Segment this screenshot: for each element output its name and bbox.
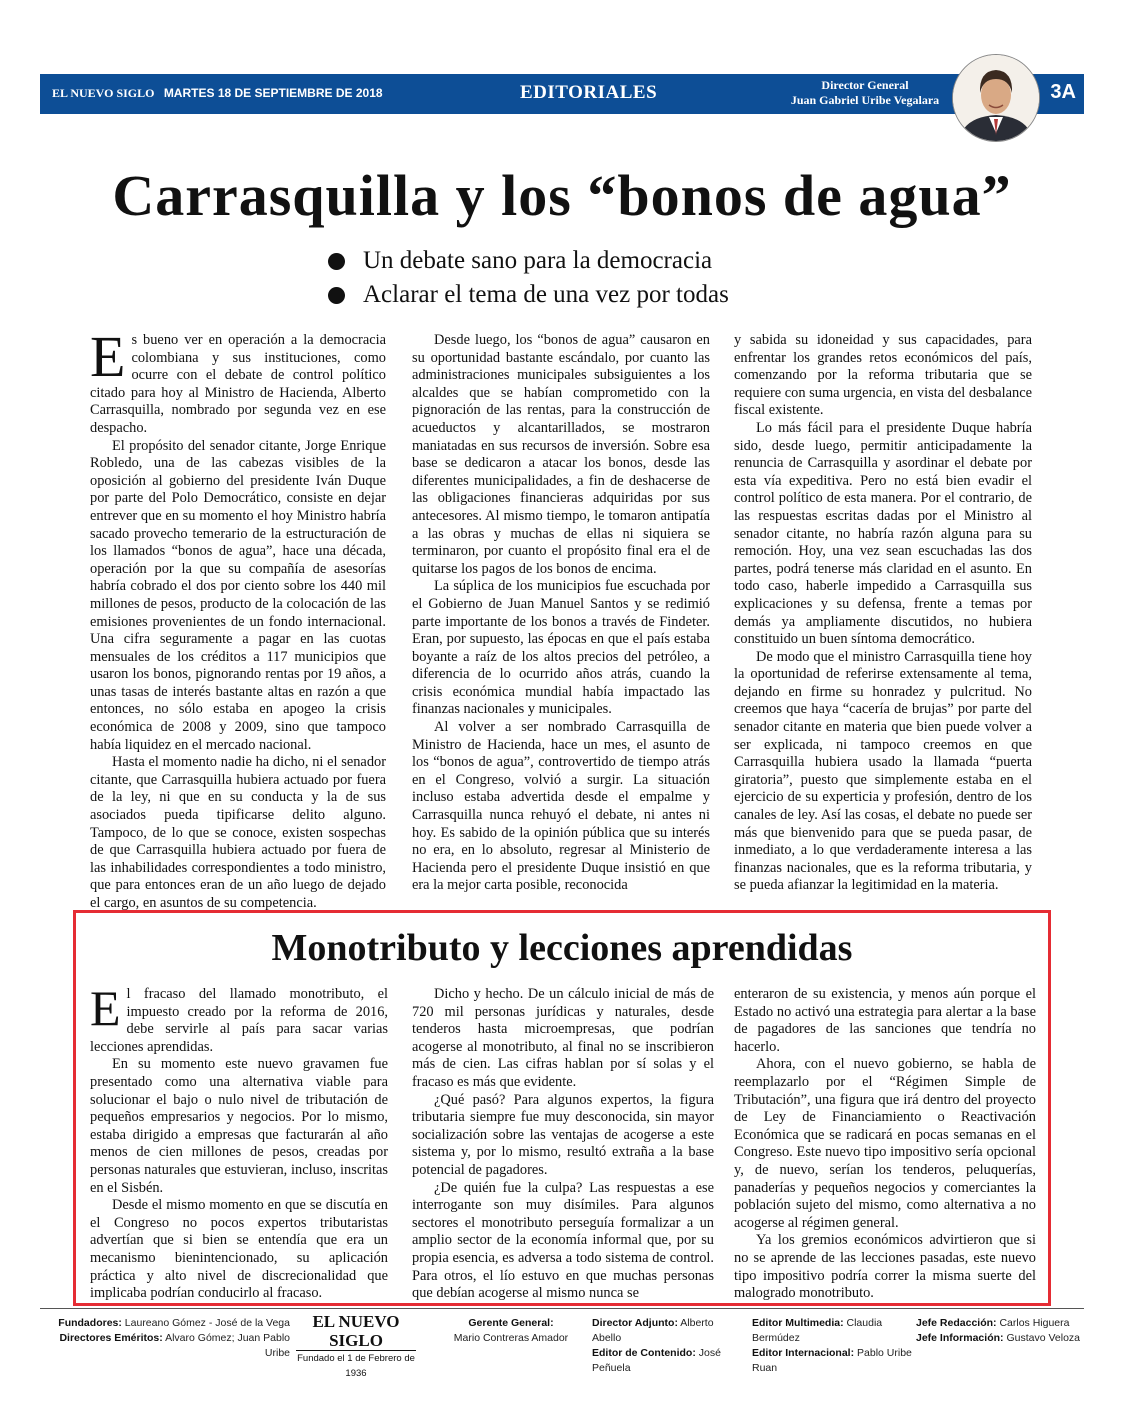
content-name: José Peñuela — [592, 1347, 721, 1374]
header-date: MARTES 18 DE SEPTIEMBRE DE 2018 — [163, 86, 383, 100]
paragraph-text: l fracaso del llamado monotributo, el impuesto creado por la reforma de 2016, debe servirle al país para sacar varias lecciones aprendidas. — [90, 986, 388, 1055]
paragraph: Dicho y hecho. De un cálculo inicial de más de 720 mil personas jurídicas y naturales, desde tenderos hasta microempresas, que podrían acogerse al monotributo, al final no se inscribieron más de cien. Las cifras hablan por sí solas y el fracaso es más que evidente. — [412, 986, 714, 1090]
paragraph — [90, 324, 386, 438]
editorial-column-1 — [90, 324, 386, 913]
intl-label: Editor Internacional: — [752, 1347, 855, 1359]
paragraph: El propósito del senador citante, Jorge Enrique Robledo, una de las cabezas visibles de la oposición al gobierno del presidente Iván Duque por parte del Polo Democrático, consiste en dejar entrever que en su momento el hoy Ministro habría sacado provecho temerario de la estructuración de los llamados “bonos de agua”, hace una década, operación por la que su compañía de asesorías habría cobrado el dos por ciento sobre los 440 mil millones de pesos, producto de la colocación de las emisiones provenientes de un fondo internacional. Una cifra seguramente a pagar en las cuotas mensuales de los créditos a 117 municipios que usaron los bonos, pignorando rentas por 19 años, a unas tasas de interés bastante altas en razón a que entonces, no sólo estaba en apogeo la crisis económica de 2008 y 2009, sino que tampoco había liquidez en el mercado nacional. — [90, 437, 386, 753]
multi-label: Editor Multimedia: — [752, 1317, 844, 1329]
box-headline: Monotributo y lecciones aprendidas — [271, 927, 853, 969]
header-brand-date — [52, 86, 383, 101]
box-column-1 — [90, 980, 388, 1303]
paragraph: Lo más fácil para el presidente Duque habría sido, desde luego, permitir anticipadamente la renuncia de Carrasquilla y asordinar el debate por esta vía expeditiva. Pero no está bien evadir el control político de esta manera. Por el contrario, de las respuestas escritas dadas por el Ministro al senador citante, no habría razón alguna para su remoción. Hoy, una vez sean escuchadas las dos partes, podrá tenerse más claridad en el asunto. En todo caso, haberle impedido a Carrasquilla sus explicaciones y su defensa, frente a temas por demás ya ampliamente discutidos, no hubiera constituido un buen síntoma democrático. — [734, 419, 1032, 648]
multi-name: Claudia Bermúdez — [752, 1317, 883, 1344]
paragraph: De modo que el ministro Carrasquilla tiene hoy la oportunidad de referirse extensamente al tema, dejando en firme su honradez y pulcritud. No creemos que haya “cacería de brujas” por parte del senador citante en materia que bien puede volver a ser explicada, ni tampoco creemos en que Carrasquilla hubiera usado la llamada “puerta giratoria”, puesto que simplemente estaba en el ejercicio de su experticia y profesión, dentro de los canales de ley. Así las cosas, el debate no puede ser más que bienvenido para que se pueda pasar, de inmediato, a lo que verdaderamente interesa a las finanzas nacionales, que es la reforma tributaria, y se pueda afianzar la legitimidad en la materia. — [734, 648, 1032, 894]
paragraph: enteraron de su existencia, y menos aún porque el Estado no activó una estrategia para alertar a la base de pagadores de las sanciones que tendría no hacerlo. — [734, 986, 1036, 1055]
director-credit — [760, 78, 970, 108]
paragraph: Al volver a ser nombrado Carrasquilla de Ministro de Hacienda, hace un mes, el asunto de los “bonos de agua”, controvertido de tiempo atrás en el Congreso, volvió a surgir. La situación incluso estaba advertida desde el empalme y Carrasquilla nunca rehuyó el debate, ni antes ni hoy. Es sabido de la opinión pública que su interés no era, en lo absoluto, regresar al Ministerio de Hacienda pero el presidente Duque insistió en que era la mejor carta posible, reconocida — [412, 719, 710, 894]
section-header-bar — [40, 74, 1084, 114]
paragraph: Ahora, con el nuevo gobierno, se habla de reemplazarlo por el “Régimen Simple de Tributación”, una figura que irá dentro del proyecto de Ley de Financiamiento o Reactivación Económica que se radicará en pocas semanas en el Congreso. Este nuevo tipo impositivo sería opcional y, de nuevo, serían los tenderos, peluquerías, panaderías y pequeños negocios y comerciantes la población sujeto del mismo, como alternativa a no acogerse al régimen general. — [734, 1056, 1036, 1231]
paragraph-text: s bueno ver en operación a la democracia colombiana y sus instituciones, como ocurre con el debate de control político citado para hoy al Ministro de Hacienda, Alberto Carrasquilla, nombrado por segunda vez en ese despacho. — [90, 332, 386, 436]
headline-bullets — [328, 244, 729, 312]
gm-label: Gerente General: — [468, 1317, 554, 1329]
paragraph: Desde el mismo momento en que se discutía en el Congreso no pocos expertos tributaristas advertían que si bien se entendía que era un mecanismo bienintencionado, su aplicación práctica y alto nivel de discrecionalidad que implicaba podrían conducirlo al fracaso. — [90, 1197, 388, 1302]
adj-name: Alberto Abello — [592, 1317, 714, 1344]
bullet-dot-icon — [328, 287, 345, 304]
paragraph — [90, 980, 388, 1056]
footer-rule — [40, 1308, 1084, 1309]
intl-name: Pablo Uribe Ruan — [752, 1347, 912, 1374]
editorial-column-3 — [734, 332, 1032, 895]
director-title: Director General — [821, 78, 909, 92]
info-label: Jefe Información: — [916, 1332, 1004, 1344]
bullet-item — [328, 278, 729, 312]
bullet-text: Un debate sano para la democracia — [363, 247, 713, 274]
box-column-3 — [734, 986, 1036, 1303]
header-brand: EL NUEVO SIGLO — [52, 86, 155, 100]
gm-name: Mario Contreras Amador — [453, 1332, 569, 1344]
info-name: Gustavo Veloza — [1006, 1332, 1080, 1344]
paragraph: ¿De quién fue la culpa? Las respuestas a ese interrogante son muy disímiles. Para algunos sectores el monotributo perseguía formalizar a un amplio sector de la economía informal que, por su propia esencia, es adversa a todo sistema de control. Para otros, el lío estuvo en que muchas personas que debían acogerse al mismo nunca se — [412, 1179, 714, 1302]
director-portrait — [952, 54, 1040, 142]
footer-founders — [40, 1316, 290, 1361]
paragraph: La súplica de los municipios fue escuchada por el Gobierno de Juan Manuel Santos y se redimió parte importante de los bonos a través de Findeter. Eran, por supuesto, las épocas en que el país estaba boyante a raíz de los altos precios del petróleo, a diferencia de lo ocurrido años atrás, cuando la crisis económica mundial había impactado las finanzas nacionales y municipales. — [412, 578, 710, 718]
content-label: Editor de Contenido: — [592, 1347, 696, 1359]
footer-editors-3 — [916, 1316, 1084, 1346]
drop-cap: E — [90, 324, 126, 389]
bullet-dot-icon — [328, 253, 345, 270]
box-column-2 — [412, 986, 714, 1303]
paragraph: Ya los gremios económicos advirtieron que si no se aprende de las lecciones pasadas, este nuevo tipo impositivo podría correr la misma suerte del malogrado monotributo. — [734, 1232, 1036, 1302]
red-label: Jefe Redacción: — [916, 1317, 997, 1329]
emeritus-label: Directores Eméritos: — [59, 1332, 163, 1344]
founders-label: Fundadores: — [58, 1317, 122, 1329]
section-title: EDITORIALES — [520, 82, 658, 103]
bullet-text: Aclarar el tema de una vez por todas — [363, 281, 729, 308]
paragraph: y sabida su idoneidad y sus capacidades, para enfrentar los grandes retos económicos del país, comenzando por la reforma tributaria que se requiere con suma urgencia, en vista del desbalance fiscal existente. — [734, 332, 1032, 419]
director-name: Juan Gabriel Uribe Vegalara — [790, 93, 940, 107]
footer-editors-2 — [752, 1316, 912, 1376]
drop-cap: E — [90, 980, 121, 1036]
paragraph: Desde luego, los “bonos de agua” causaron en su oportunidad bastante escándalo, por cuanto las administraciones municipales subsiguientes a los alcaldes que se habían comprometido con la pignoración de las rentas, para la construcción de acueductos y alcantarillados, se mostraron maniatadas en sus recursos de inversión. Sobre esa base se dedicaron a atacar los bonos, desde las diferentes municipalidades, a fin de deshacerse de las obligaciones financieras adquiridas por sus antecesores. Al mismo tiempo, le tomaron antipatía a las obras y muchas de ellas ni siquiera se terminaron, por cuanto el propósito final era el de quitarse los pagos de los bonos de encima. — [412, 332, 710, 577]
footer-editors-1 — [592, 1316, 742, 1376]
bullet-item — [328, 244, 729, 278]
footer-manager — [446, 1316, 576, 1346]
footer-founded: Fundado el 1 de Febrero de 1936 — [297, 1353, 415, 1379]
editorial-headline: Carrasquilla y los “bonos de agua” — [112, 163, 1012, 228]
adj-label: Director Adjunto: — [592, 1317, 678, 1329]
footer-masthead — [296, 1312, 416, 1381]
founders-names: Laureano Gómez - José de la Vega — [124, 1317, 290, 1329]
paragraph: Hasta el momento nadie ha dicho, ni el senador citante, que Carrasquilla hubiera actuado por fuera de la ley, ni que en su conducta y la de sus asociados pueda tipificarse delito alguno. Tampoco, de lo que se conoce, existen sospechas de que Carrasquilla hubiera actuado por fuera de las inhabilidades correspondientes a todo ministro, que para entonces eran de un año luego de dejado el cargo, en asuntos de su competencia. — [90, 754, 386, 911]
paragraph: ¿Qué pasó? Para algunos expertos, la figura tributaria siempre fue muy desconocida, sin mayor socialización sobre las ventajas de acogerse a este sistema y, por lo mismo, resultó extraña a la base potencial de pagadores. — [412, 1091, 714, 1178]
paragraph: En su momento este nuevo gravamen fue presentado como una alternativa viable para solucionar el bajo o nulo nivel de tributación de pequeños empresarios y negocios. Por lo mismo, estaba dirigido a empresas que facturarán al año menos de cien millones de pesos, creadas por personas naturales que estuvieran, incluso, inscritas en el Sisbén. — [90, 1056, 388, 1196]
emeritus-names: Alvaro Gómez; Juan Pablo Uribe — [165, 1332, 290, 1359]
editorial-column-2 — [412, 332, 710, 895]
footer-brand: EL NUEVO SIGLO — [296, 1312, 416, 1351]
page-number: 3A — [1050, 81, 1076, 103]
red-name: Carlos Higuera — [999, 1317, 1070, 1329]
